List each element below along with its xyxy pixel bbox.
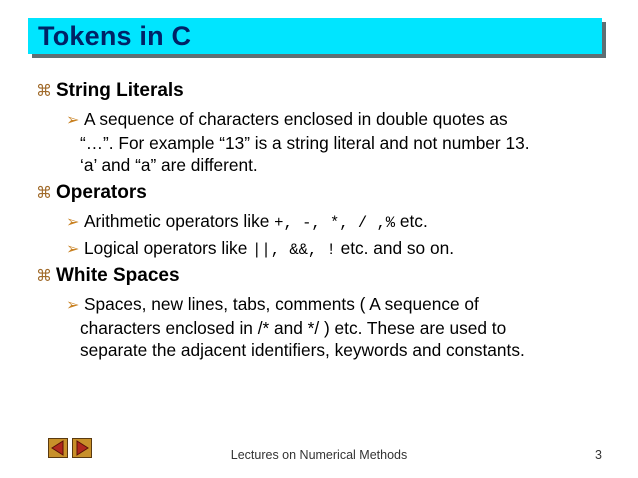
section-string-literals [36,80,184,102]
section-heading: White Spaces [56,265,180,286]
arrow-bullet-icon: ➢ [66,297,80,314]
arrow-bullet-icon: ➢ [66,112,80,129]
section-heading: Operators [56,182,147,203]
command-key-icon: ⌘ [36,268,52,285]
item-text: separate the adjacent identifiers, keywords and constants. [80,340,525,360]
command-key-icon: ⌘ [36,83,52,100]
operator-code: ||, &&, ! [252,241,336,259]
item-text: etc. and so on. [335,238,454,258]
operator-code: +, -, *, / ,% [274,214,396,232]
section-white-spaces [36,265,180,287]
command-key-icon: ⌘ [36,185,52,202]
list-item [66,210,606,234]
slide-title: Tokens in C [38,20,192,51]
list-item [66,237,606,261]
arrow-bullet-icon: ➢ [66,241,80,258]
item-text: Logical operators like [84,238,253,258]
arrow-bullet-icon: ➢ [66,214,80,231]
item-text: etc. [395,211,428,231]
list-item [66,108,606,176]
list-item [66,293,606,361]
footer-title: Lectures on Numerical Methods [230,448,408,462]
page-number: 3 [595,448,602,462]
item-text: Spaces, new lines, tabs, comments ( A sequence of [84,294,479,314]
section-operators [36,182,147,204]
item-text: A sequence of characters enclosed in double quotes as [84,109,508,129]
item-text: characters enclosed in /* and */ ) etc. These are used to [80,318,507,338]
item-text: ‘a’ and “a” are different. [80,155,258,175]
item-text: Arithmetic operators like [84,211,275,231]
section-heading: String Literals [56,80,184,101]
item-text: “…”. For example “13” is a string literal and not number 13. [80,133,530,153]
